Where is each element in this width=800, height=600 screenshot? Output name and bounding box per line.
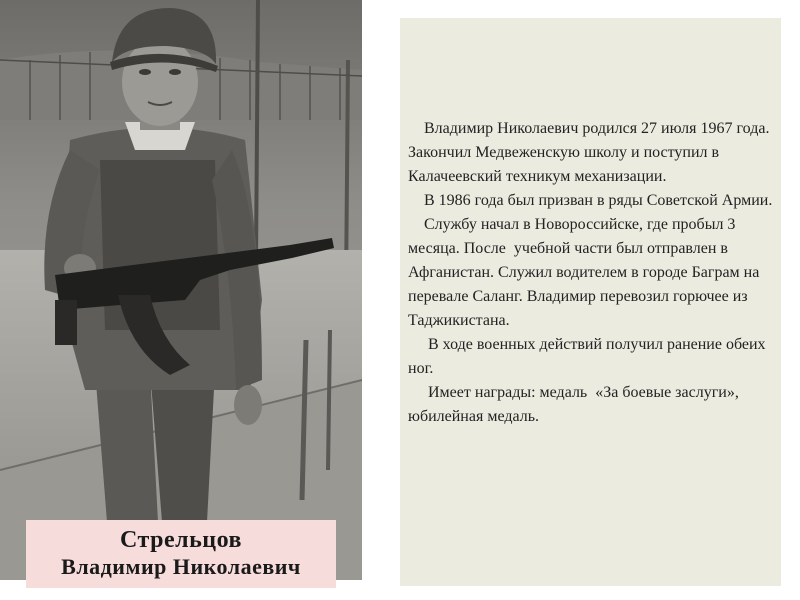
biography-panel — [400, 18, 781, 586]
bio-paragraph-service: Службу начал в Новороссийске, где пробыл 3 месяца. После учебной части был отправлен в Афганистан. Служил водителем в городе Баграм на перевале Саланг. Владимир перевозил горючее из Таджикистана. — [408, 216, 764, 329]
bio-paragraph-birth: Владимир Николаевич родился 27 июля 1967 года. Закончил Медвеженскую школу и поступил в Калачеевский техникум механизации. — [408, 120, 774, 185]
soldier-portrait-photo — [0, 0, 362, 580]
biography-text — [408, 117, 776, 429]
bio-paragraph-conscription: В 1986 года был призван в ряды Советской Армии. — [408, 192, 773, 209]
person-surname: Стрельцов — [120, 527, 242, 553]
bio-paragraph-awards: Имеет награды: медаль «За боевые заслуги», юбилейная медаль. — [408, 384, 743, 425]
person-given-names: Владимир Николаевич — [61, 554, 301, 579]
bio-paragraph-wound: В ходе военных действий получил ранение обеих ног. — [408, 336, 770, 377]
photo-illustration — [0, 0, 362, 580]
name-plate — [26, 520, 336, 588]
